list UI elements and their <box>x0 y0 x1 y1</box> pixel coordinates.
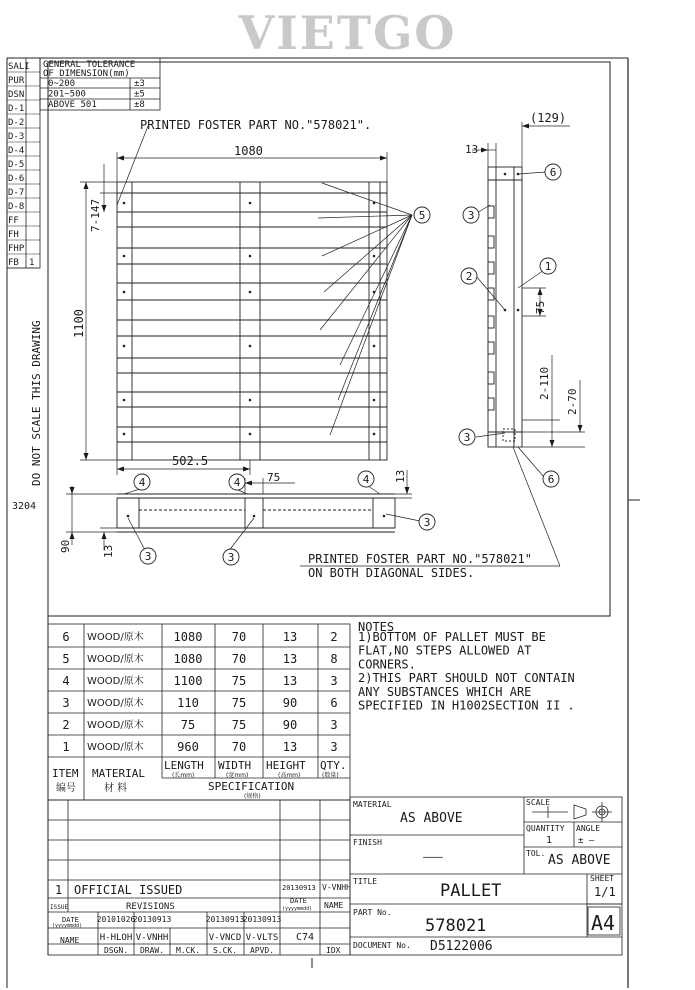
bom-item: 5 <box>62 652 70 666</box>
svg-text:578021: 578021 <box>425 916 487 936</box>
note-line: CORNERS. <box>358 657 416 672</box>
svg-text:DATE: DATE <box>290 897 307 905</box>
svg-text:NOTES: NOTES <box>358 620 395 634</box>
tolerance-range: 0~200 <box>48 79 76 89</box>
side-callout-leaders <box>476 172 547 477</box>
svg-text:OFFICIAL ISSUED: OFFICIAL ISSUED <box>74 883 183 897</box>
side-code-list <box>7 62 40 268</box>
side-code-label: FB <box>8 258 19 268</box>
svg-text:SHEET: SHEET <box>590 874 615 883</box>
bom-item: 4 <box>62 674 70 688</box>
bom-height: 13 <box>282 652 298 666</box>
callout-6-top <box>545 164 561 180</box>
signoff-name: V-VLTS <box>245 933 279 943</box>
margin-number: 3204 <box>12 501 37 512</box>
printed-part-note-bottom-2: ON BOTH DIAGONAL SIDES. <box>308 566 475 580</box>
side-code-label: D-2 <box>8 118 25 128</box>
bom-material: WOOD/原木 <box>87 698 144 709</box>
bom-material: WOOD/原木 <box>87 742 144 753</box>
signoff-name: V-VNHH <box>135 933 169 943</box>
bom-length: 110 <box>177 696 199 710</box>
side-code-label: SALI <box>8 62 30 72</box>
bom-material: WOOD/原木 <box>87 654 144 665</box>
callout-4-left <box>134 474 150 490</box>
svg-text:HEIGHT: HEIGHT <box>266 759 306 772</box>
watermark-logo: VIETGO <box>238 6 457 60</box>
svg-text:ANGLE: ANGLE <box>576 824 601 833</box>
bom-width: 70 <box>231 630 247 644</box>
note-line: SPECIFIED IN H1002SECTION II . <box>358 698 575 713</box>
bom-length: 75 <box>180 718 196 732</box>
callout-3-front-mid <box>223 549 239 565</box>
svg-text:ITEM: ITEM <box>52 767 79 780</box>
svg-text:3: 3 <box>467 209 475 222</box>
svg-text:1: 1 <box>544 260 552 273</box>
side-code-label: D-1 <box>8 104 25 114</box>
svg-text:3: 3 <box>144 550 152 563</box>
dim-width-label: 1080 <box>234 144 263 158</box>
bom-material: WOOD/原木 <box>87 720 144 731</box>
bom-qty: 3 <box>330 740 338 754</box>
svg-text:NAME: NAME <box>60 936 80 945</box>
svg-text:(宽mm): (宽mm) <box>226 772 249 779</box>
svg-text:D5122006: D5122006 <box>430 939 493 954</box>
bom-length: 1080 <box>173 652 203 666</box>
signoff-date: 20130913 <box>205 915 245 924</box>
bom-material: WOOD/原木 <box>87 676 144 687</box>
bom-height: 13 <box>282 674 298 688</box>
callout-4-right <box>358 471 374 487</box>
signoff-role: M.CK. <box>175 946 201 955</box>
bom-height: 90 <box>282 696 298 710</box>
bom-width: 75 <box>231 674 247 688</box>
svg-text:6: 6 <box>547 473 555 486</box>
pallet-top-view <box>117 182 387 460</box>
callout-4-mid <box>229 474 245 490</box>
svg-text:TITLE: TITLE <box>353 877 378 886</box>
callout-5-leaders <box>318 183 412 435</box>
callout-3-side-top <box>463 207 479 223</box>
side-code-label: DSN <box>8 90 25 100</box>
bom-qty: 3 <box>330 674 338 688</box>
svg-text:WIDTH: WIDTH <box>218 759 252 772</box>
bom-length: 1100 <box>173 674 203 688</box>
callout-2 <box>461 268 477 284</box>
side-code-label: D-3 <box>8 132 25 142</box>
svg-text:20130913: 20130913 <box>282 884 316 892</box>
dim-13-front-right-label: 13 <box>394 469 407 483</box>
svg-text:ISSUE: ISSUE <box>50 904 69 911</box>
svg-text:QTY.: QTY. <box>320 759 347 772</box>
dim-2-110-label: 2-110 <box>538 366 551 400</box>
side-code-label: D-8 <box>8 202 25 212</box>
side-code-label: D-6 <box>8 174 25 184</box>
bom-width: 70 <box>231 652 247 666</box>
callout-3-front-left <box>140 548 156 564</box>
signoff-role: APVD. <box>249 946 275 955</box>
tolerance-value: ±3 <box>134 79 145 89</box>
bom-item: 2 <box>62 718 70 732</box>
svg-text:DATE: DATE <box>62 916 79 924</box>
callout-1 <box>540 258 556 274</box>
dim-75-side-label: 75 <box>534 300 547 314</box>
bom-item: 6 <box>62 630 70 644</box>
svg-text:4: 4 <box>233 476 241 489</box>
svg-text:AS ABOVE: AS ABOVE <box>400 811 463 826</box>
bom-width: 70 <box>231 740 247 754</box>
svg-text:5: 5 <box>418 209 426 222</box>
side-code-label: FHP <box>8 244 25 254</box>
svg-text:DOCUMENT No.: DOCUMENT No. <box>353 941 411 950</box>
tolerance-range: ABOVE 501 <box>48 100 97 110</box>
title-block <box>353 798 616 954</box>
bom-qty: 8 <box>330 652 338 666</box>
side-code-label: D-7 <box>8 188 25 198</box>
svg-text:PALLET: PALLET <box>440 881 502 901</box>
svg-text:A4: A4 <box>591 911 616 935</box>
dim-length-label: 1100 <box>72 309 86 338</box>
bom-item: 1 <box>62 740 70 754</box>
note-line: FLAT,NO STEPS ALLOWED AT <box>358 643 532 658</box>
note-line: 1)BOTTOM OF PALLET MUST BE <box>358 630 546 644</box>
callout-5 <box>414 207 430 223</box>
svg-text:编号: 编号 <box>56 783 76 794</box>
note-line: ANY SUBSTANCES WHICH ARE <box>358 684 532 699</box>
bom-qty: 6 <box>330 696 338 710</box>
dim-board-gap-label: 7-147 <box>89 198 102 232</box>
svg-text:TOL.: TOL. <box>526 849 546 858</box>
side-code-label: FH <box>8 230 19 240</box>
signoff-role: S.CK. <box>212 946 238 955</box>
printed-part-note-bottom-1: PRINTED FOSTER PART NO."578021" <box>308 552 532 566</box>
dim-75-front-label: 75 <box>267 471 281 484</box>
svg-text:QUANTITY: QUANTITY <box>526 824 565 833</box>
signoff-date: 20130913 <box>132 915 172 924</box>
bom-item: 3 <box>62 696 70 710</box>
bom-length: 960 <box>177 740 199 754</box>
svg-text:材 料: 材 料 <box>104 783 128 794</box>
side-code-label: D-5 <box>8 160 25 170</box>
svg-text:MATERIAL: MATERIAL <box>92 767 145 780</box>
dim-129-label: (129) <box>530 111 567 125</box>
pallet-front-view <box>117 494 395 532</box>
tolerance-title: GENERAL TOLERANCE <box>43 60 136 70</box>
tolerance-range: 201~500 <box>48 89 86 100</box>
svg-text:V-VNHH: V-VNHH <box>322 883 351 892</box>
svg-text:MATERIAL: MATERIAL <box>353 800 392 809</box>
svg-text:FINISH: FINISH <box>353 838 382 847</box>
bom-rows <box>62 630 337 754</box>
svg-text:4: 4 <box>362 473 370 486</box>
bom-height: 13 <box>282 630 298 644</box>
signoff-date: 20101026 <box>96 915 136 924</box>
svg-text:3: 3 <box>463 431 471 444</box>
pallet-side-view <box>488 167 522 447</box>
callout-3-front-right <box>419 514 435 530</box>
revision-signoff-columns <box>97 915 282 955</box>
svg-text:(高mm): (高mm) <box>278 772 301 779</box>
svg-text:SCALE: SCALE <box>526 798 551 807</box>
svg-text:REVISIONS: REVISIONS <box>126 902 175 912</box>
svg-text:SPECIFICATION: SPECIFICATION <box>208 780 295 793</box>
side-code-label: FF <box>8 216 19 226</box>
svg-text:(yyyymmdd): (yyyymmdd) <box>282 906 313 912</box>
svg-text:1: 1 <box>55 883 63 897</box>
tolerance-subtitle: OF DIMENSION(mm) <box>43 69 130 79</box>
bom-qty: 3 <box>330 718 338 732</box>
signoff-name: V-VNCD <box>208 933 242 943</box>
svg-text:3: 3 <box>227 551 235 564</box>
dim-half-width-label: 502.5 <box>172 454 209 468</box>
svg-text:(长mm): (长mm) <box>172 772 195 779</box>
svg-text:2: 2 <box>465 270 473 283</box>
bom-height: 13 <box>282 740 298 754</box>
svg-text:C74: C74 <box>296 932 315 943</box>
bom-width: 75 <box>231 718 247 732</box>
note-line: 2)THIS PART SHOULD NOT CONTAIN <box>358 671 575 686</box>
signoff-date: 20130913 <box>242 915 282 924</box>
dim-90-label: 90 <box>59 539 72 553</box>
notes-lines <box>358 630 575 713</box>
callout-6-bottom <box>543 471 559 487</box>
bom-width: 75 <box>231 696 247 710</box>
callout-3-side-bottom <box>459 429 475 445</box>
svg-text:IDX: IDX <box>326 946 341 955</box>
side-code-label: D-4 <box>8 146 25 156</box>
side-code-value: 1 <box>29 258 35 268</box>
dim-13-side-label: 13 <box>465 143 479 156</box>
svg-text:± —: ± — <box>578 836 595 846</box>
tolerance-value: ±8 <box>134 100 145 110</box>
signoff-role: DSGN. <box>103 946 129 955</box>
dim-13-front-label: 13 <box>102 544 115 558</box>
bom-header <box>52 759 347 800</box>
svg-text:(yyyymmdd): (yyyymmdd) <box>52 923 83 929</box>
svg-text:———: ——— <box>423 850 443 863</box>
side-code-label: PUR <box>8 76 25 86</box>
tolerance-value: ±5 <box>134 89 145 100</box>
svg-text:1: 1 <box>546 835 553 846</box>
svg-text:AS ABOVE: AS ABOVE <box>548 853 611 868</box>
do-not-scale-note: DO NOT SCALE THIS DRAWING <box>30 320 43 486</box>
svg-text:PART No.: PART No. <box>353 908 392 917</box>
signoff-role: DRAW. <box>139 946 165 955</box>
svg-text:6: 6 <box>549 166 557 179</box>
svg-text:4: 4 <box>138 476 146 489</box>
svg-text:(数量): (数量) <box>322 772 339 779</box>
top-view-dimensions <box>80 126 387 475</box>
dim-2-70-label: 2-70 <box>566 388 579 415</box>
signoff-name: H-HLOH <box>99 933 133 943</box>
bom-length: 1080 <box>173 630 203 644</box>
svg-text:NAME: NAME <box>324 901 344 910</box>
bom-height: 90 <box>282 718 298 732</box>
svg-text:(规格): (规格) <box>244 793 261 800</box>
svg-text:LENGTH: LENGTH <box>164 759 204 772</box>
svg-text:3: 3 <box>423 516 431 529</box>
svg-text:1/1: 1/1 <box>594 885 616 899</box>
printed-part-note-top: PRINTED FOSTER PART NO."578021". <box>140 118 372 132</box>
bom-material: WOOD/原木 <box>87 632 144 643</box>
bom-qty: 2 <box>330 630 338 644</box>
